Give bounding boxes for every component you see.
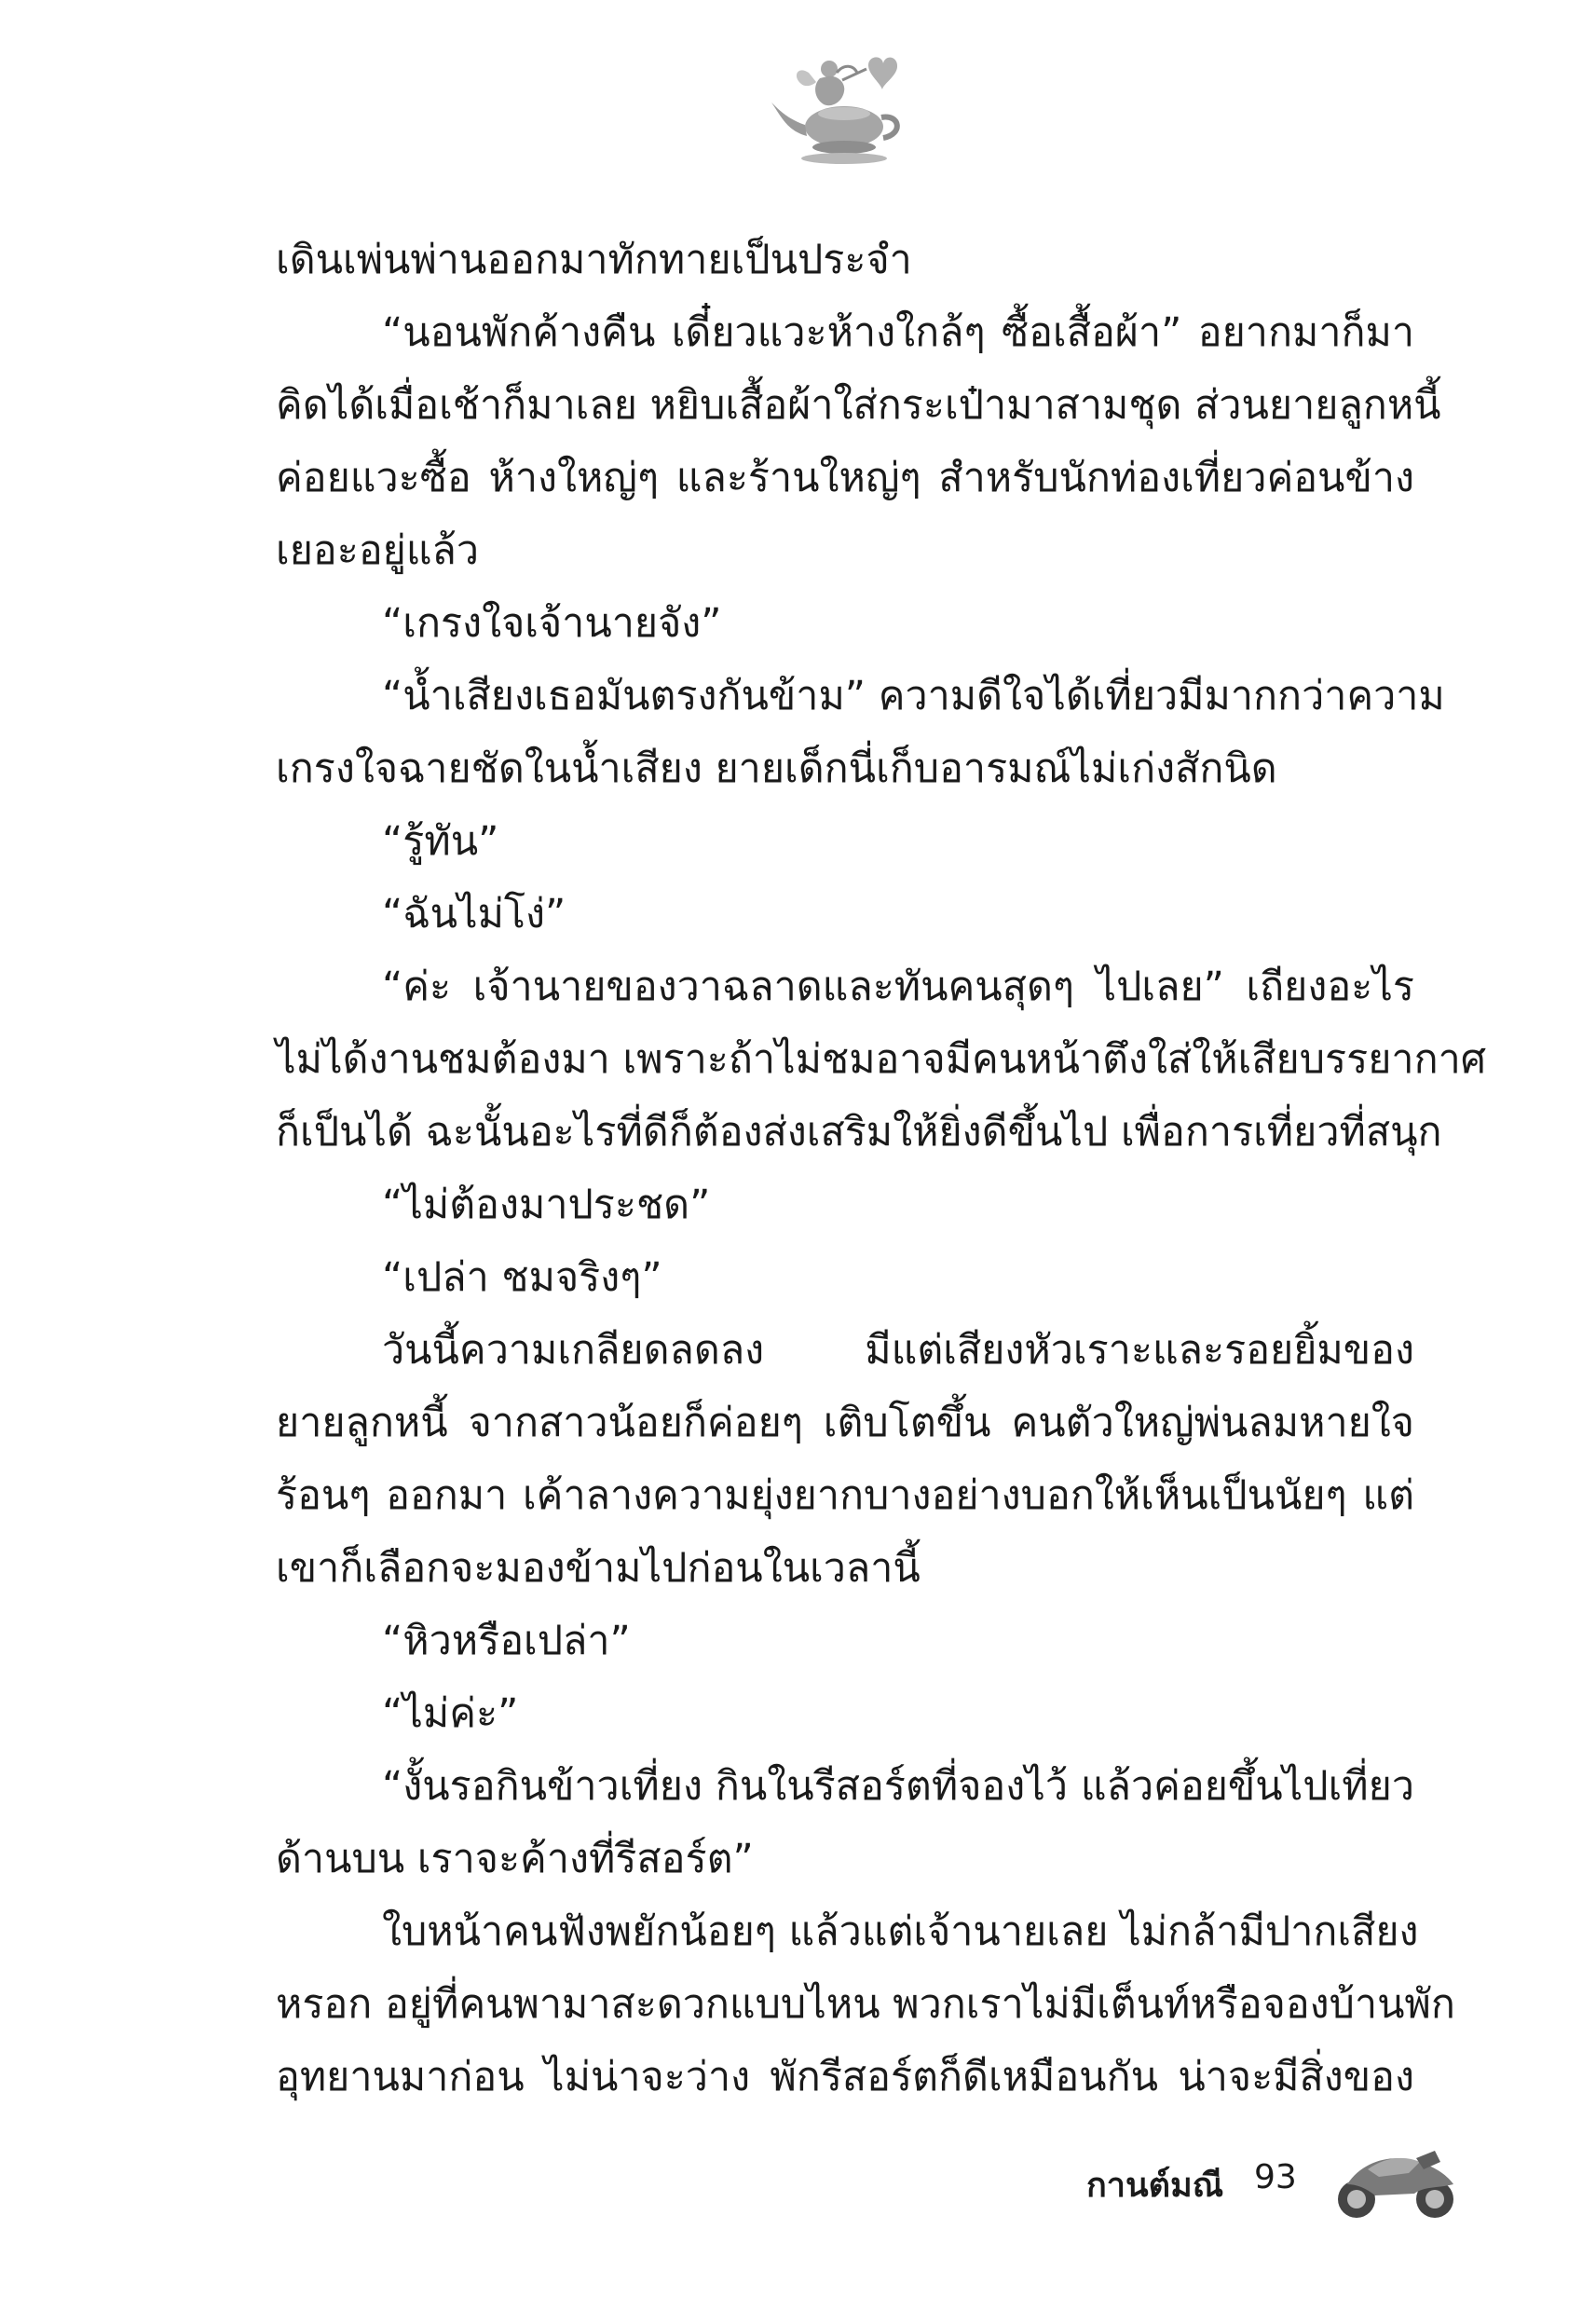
text-line: ด้านบน เราจะค้างที่รีสอร์ต”	[276, 1836, 754, 1882]
teapot-ornament-icon	[764, 45, 913, 175]
text-line: คิดได้เมื่อเช้าก็มาเลย หยิบเสื้อผ้าใส่กระเป๋ามาสามชุด ส่วนยายลูกหนี้	[276, 382, 1441, 429]
text-line: ค่อยแวะซื้อ ห้างใหญ่ๆ และร้านใหญ่ๆ สำหรับนักท่องเที่ยวค่อนข้าง	[276, 455, 1414, 501]
text-line: “รู้ทัน”	[382, 818, 499, 865]
text-line: “นอนพักค้างคืน เดี๋ยวแวะห้างใกล้ๆ ซื้อเสื้อผ้า” อยากมาก็มา	[382, 309, 1414, 356]
text-line: “ไม่ต้องมาประชด”	[382, 1182, 711, 1228]
text-line: “ค่ะ เจ้านายของวาฉลาดและทันคนสุดๆ ไปเลย” เถียงอะไร	[382, 964, 1414, 1010]
text-line: “ฉันไม่โง่”	[382, 891, 566, 937]
text-line: “เกรงใจเจ้านายจัง”	[382, 600, 722, 647]
book-title: กานต์มณี	[1086, 2167, 1224, 2205]
text-line: เยอะอยู่แล้ว	[276, 527, 480, 574]
text-line: อุทยานมาก่อน ไม่น่าจะว่าง พักรีสอร์ตก็ดีเหมือนกัน น่าจะมีสิ่งของ	[276, 2054, 1414, 2100]
page-number: 93	[1254, 2158, 1297, 2196]
text-line: “เปล่า ชมจริงๆ”	[382, 1254, 662, 1301]
text-line: “งั้นรอกินข้าวเที่ยง กินในรีสอร์ตที่จองไว้ แล้วค่อยขึ้นไปเที่ยว	[382, 1763, 1414, 1810]
text-line: ไม่ได้งานชมต้องมา เพราะถ้าไม่ชมอาจมีคนหน้าตึงใส่ให้เสียบรรยากาศ	[276, 1036, 1487, 1083]
page-footer	[1071, 2141, 1519, 2225]
text-line: ร้อนๆ ออกมา เค้าลางความยุ่งยากบางอย่างบอกให้เห็นเป็นนัยๆ แต่	[276, 1472, 1414, 1519]
motorcycle-icon	[1330, 2141, 1461, 2222]
text-line: เขาก็เลือกจะมองข้ามไปก่อนในเวลานี้	[276, 1545, 921, 1592]
text-line: เดินเพ่นพ่านออกมาทักทายเป็นประจำ	[276, 237, 912, 283]
text-line: ยายลูกหนี้ จากสาวน้อยก็ค่อยๆ เติบโตขึ้น คนตัวใหญ่พ่นลมหายใจ	[276, 1400, 1414, 1446]
text-line: “หิวหรือเปล่า”	[382, 1618, 631, 1664]
text-line: “น้ำเสียงเธอมันตรงกันข้าม” ความดีใจได้เที่ยวมีมากกว่าความ	[382, 673, 1445, 719]
text-line: เกรงใจฉายชัดในน้ำเสียง ยายเด็กนี่เก็บอารมณ์ไม่เก่งสักนิด	[276, 745, 1277, 792]
text-line: ก็เป็นได้ ฉะนั้นอะไรที่ดีก็ต้องส่งเสริมให้ยิ่งดีขึ้นไป เพื่อการเที่ยวที่สนุก	[276, 1109, 1442, 1156]
text-line: หรอก อยู่ที่คนพามาสะดวกแบบไหน พวกเราไม่มีเต็นท์หรือจองบ้านพัก	[276, 1981, 1455, 2028]
text-line: “ไม่ค่ะ”	[382, 1690, 519, 1737]
text-line: วันนี้ความเกลียดลดลง มีแต่เสียงหัวเราะและรอยยิ้มของ	[382, 1327, 1414, 1374]
text-line: ใบหน้าคนฟังพยักน้อยๆ แล้วแต่เจ้านายเลย ไม่กล้ามีปากเสียง	[382, 1908, 1419, 1955]
body-text	[276, 224, 1487, 2113]
